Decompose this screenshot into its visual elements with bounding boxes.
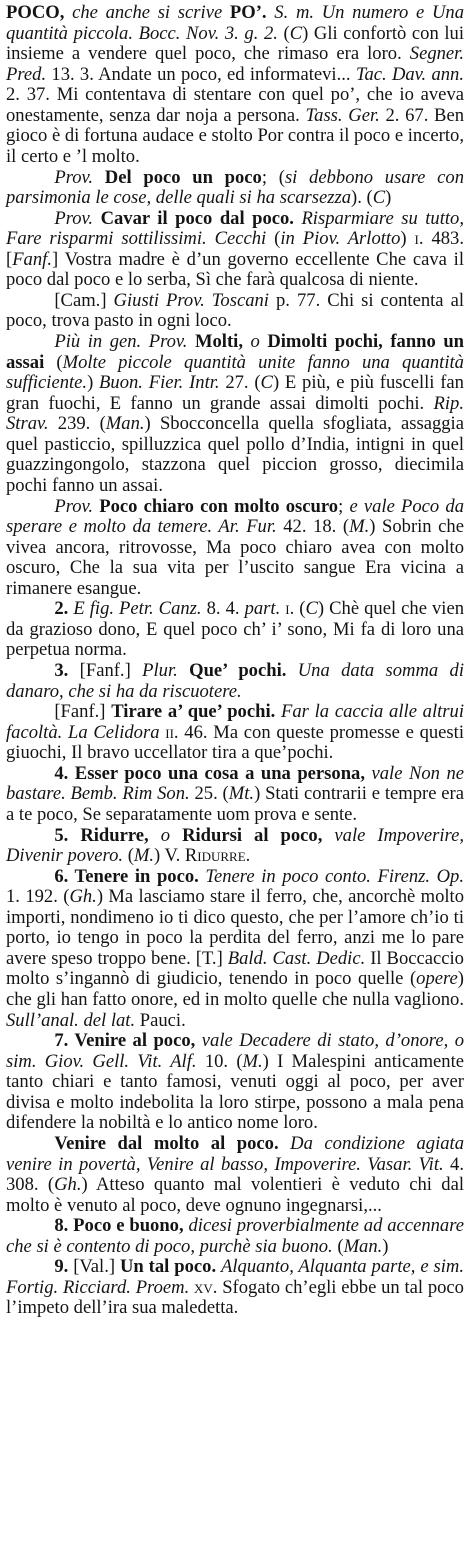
text-run: Molti,	[194, 331, 251, 352]
text-run: PO’.	[229, 2, 275, 23]
text-run: Alquanto, Alquanta parte, e sim. Fortig. Ricciard. Proem.	[6, 1256, 464, 1298]
text-run: (	[127, 845, 134, 867]
text-run: C	[260, 372, 273, 394]
entry-paragraph	[6, 1257, 464, 1319]
text-run: ] Vostra madre è d’un governo eccellente Che cava il poco dal poco e lo serba, Sì che farà qualcosa di niente.	[6, 248, 464, 291]
entry-paragraph	[6, 1216, 464, 1257]
text-run: 7. Venire al poco,	[54, 1030, 202, 1052]
text-run: ) Gli confortò con lui insieme a vendere quel poco, che rimaso era loro.	[6, 22, 464, 65]
text-run: i	[414, 228, 419, 250]
text-run: Mt.	[228, 783, 255, 805]
text-run: 9.	[54, 1256, 74, 1278]
entry-paragraph	[6, 332, 464, 497]
text-run: ) Ma lasciamo stare il ferro, che, ancorchè molto importi, nondimeno io ti dico questo, che per l’amore ch’io ti porto, io tengo in poco la perdita del ferro, anzi me lo pare avere speso troppo bene. [T.]	[6, 886, 465, 969]
text-run: Dimolti pochi, fanno un assai	[6, 331, 464, 373]
text-run: )	[400, 228, 415, 250]
text-run: Gh.	[69, 886, 97, 908]
entry-paragraph	[6, 826, 464, 867]
text-run: . Sfogato ch’egli ebbe un tal poco l’impeto dell’ira sua maledetta.	[6, 1276, 464, 1319]
text-run: 6. Tenere in poco.	[54, 865, 206, 887]
text-run: opere	[416, 968, 458, 990]
text-run: Un tal poco.	[119, 1256, 222, 1278]
text-run: 42. 18. (	[283, 516, 350, 538]
text-run: ) Atteso quanto mal volentieri è veduto chi dal molto è venuto al poco, deve ognuno ingegnarsi,...	[6, 1174, 464, 1216]
text-run: S. m. Un numero e Una quantità piccola. Bocc. Nov. 3. g. 2.	[6, 2, 464, 44]
text-run: (	[283, 22, 290, 44]
entry-paragraph	[6, 764, 464, 826]
text-run: ) Stati contrarii e tempre era a te poco, Se separatamente uom prova e sente.	[6, 783, 464, 825]
text-run: 27. (	[225, 372, 261, 394]
text-run: Sull’anal. del lat.	[6, 1009, 140, 1031]
text-run: Rip. Strav.	[6, 392, 464, 435]
text-run: ) I Malespini anticamente tanto chiari e tanto famosi, venuti oggi al poco, per aver divisa e molto indebolita la loro stirpe, possono a mala pena difendere la nobiltà e lo antico nome loro.	[6, 1050, 464, 1134]
text-run: . (	[289, 598, 306, 620]
text-run: Segner. Pred.	[6, 43, 464, 85]
text-run: Tass. Ger.	[305, 104, 386, 126]
text-run: E fig. Petr. Canz.	[73, 598, 207, 620]
text-run: Cavar il poco dal poco.	[100, 207, 302, 229]
text-run: 3.	[54, 660, 80, 681]
entry-paragraph	[6, 168, 464, 209]
text-run: Del poco un poco	[104, 166, 262, 188]
text-run: C	[305, 598, 318, 620]
text-run: Bald. Cast. Dedic.	[227, 947, 371, 969]
text-run: [Fanf.]	[54, 701, 112, 723]
text-run: Tirare a’ que’ pochi.	[111, 701, 281, 723]
text-run: M.	[133, 845, 155, 867]
text-run: 2. 37. Mi contentava di stentare con quel po’, che io aveva onestamente, senza dar noja a persona.	[6, 84, 464, 126]
text-run: ). (	[351, 187, 373, 209]
text-run: Man.	[105, 413, 145, 435]
text-run: 25. (	[194, 783, 229, 805]
entry-paragraph	[6, 209, 464, 291]
text-run: o	[160, 824, 183, 846]
text-run: [Val.]	[73, 1256, 120, 1278]
text-run: vale Impoverire, Divenir povero.	[6, 824, 464, 867]
text-run: Fanf.	[12, 248, 52, 270]
text-run: ) E più, e più fuscelli fan gran fuochi, E fanno un grande assai dimolti pochi.	[6, 372, 464, 414]
text-run: 8. Poco e buono,	[54, 1215, 189, 1237]
text-run: M.	[242, 1050, 263, 1072]
text-run: Prov.	[54, 495, 100, 517]
text-run: si debbono usare con parsimonia le cose, delle quali si ha scarsezza	[6, 166, 464, 209]
text-run: Que’ pochi.	[189, 660, 298, 681]
text-run: Plur.	[142, 660, 190, 681]
text-run: Più in gen. Prov.	[54, 331, 195, 352]
text-run: 239. (	[57, 413, 106, 435]
text-run: . 483. [	[6, 228, 465, 270]
text-run: (	[274, 228, 281, 250]
text-run: C	[372, 187, 386, 209]
text-run: ;	[338, 495, 350, 517]
entry-paragraph	[6, 497, 464, 600]
text-run: part.	[244, 598, 286, 620]
text-run: )	[385, 187, 392, 209]
text-run: Molte piccole quantità unite fanno una quantità sufficiente.	[6, 351, 464, 394]
entry-paragraph	[6, 1031, 464, 1134]
text-run: . 46. Ma con queste promesse e questi giuochi, Il bravo uccellator tira a que’pochi.	[6, 721, 464, 764]
entry-paragraph	[6, 1134, 464, 1216]
text-run: ) V.	[154, 845, 185, 867]
text-run: [Fanf.]	[79, 660, 143, 681]
text-run: 4. 308. (	[6, 1153, 464, 1196]
text-run: Il Boccaccio molto s’ingannò di giudicio, tenendo in poco quelle (	[6, 947, 464, 990]
text-run: Giusti Prov. Toscani	[113, 289, 276, 311]
text-run: 1. 192. (	[6, 886, 70, 908]
text-run: Prov.	[54, 207, 101, 229]
text-run: che anche si scrive	[72, 2, 230, 23]
text-run: 4. Esser poco una cosa a una persona,	[54, 762, 372, 784]
text-run: dicesi proverbialmente ad accennare che si è contento di poco, purchè sia buono.	[6, 1215, 465, 1257]
text-run: 10. (	[204, 1050, 243, 1072]
text-run: POCO,	[6, 2, 73, 23]
text-run: Pauci.	[139, 1009, 186, 1031]
entry-paragraph	[6, 291, 464, 332]
entry-paragraph	[6, 702, 464, 764]
text-run: Ridurre	[184, 845, 246, 867]
text-run: [Cam.]	[54, 289, 114, 311]
text-run: i	[285, 598, 290, 620]
text-run: M.	[349, 516, 370, 538]
text-run: Man.	[343, 1235, 383, 1257]
text-run: vale Decadere di stato, d’onore, o sim. Giov. Gell. Vit. Alf.	[6, 1030, 465, 1072]
text-run: xv	[194, 1276, 213, 1298]
text-run: ii	[165, 721, 174, 743]
text-run: Da condizione agiata venire in povertà, Venire al basso, Impoverire. Vasar. Vit.	[6, 1132, 464, 1175]
text-run: .	[245, 845, 251, 867]
text-run: Venire dal molto al poco.	[54, 1132, 291, 1154]
text-run: (	[56, 351, 63, 373]
text-run: (	[337, 1235, 344, 1257]
text-run: C	[289, 22, 303, 44]
text-run: Ridursi al poco,	[182, 824, 335, 846]
text-run: )	[382, 1235, 389, 1257]
text-run: Tac. Dav. ann.	[355, 63, 465, 85]
text-run: Risparmiare su tutto, Fare risparmi sottilissimi. Cecchi	[6, 207, 464, 250]
text-run: Far la caccia alle altrui facoltà. La Celidora	[6, 701, 465, 743]
text-run: ) Sobrin che vivea ancora, ritrovosse, Ma poco chiaro avea con molto oscuro, Che la sua vita per l’uscito sangue Era vicina a rimanere esangue.	[6, 516, 464, 599]
text-run: 2.	[54, 598, 74, 620]
text-run: )	[87, 372, 100, 394]
text-run: 8. 4.	[206, 598, 245, 620]
text-run: vale Non ne bastare. Bemb. Rim Son.	[6, 762, 465, 805]
text-run: in Piov. Arlotto	[280, 228, 401, 250]
text-run: Buon. Fier. Intr.	[99, 372, 226, 394]
text-run: ) Sbocconcella quella sfogliata, assaggia quel pasticcio, spilluzzica quel pollo d’India, intigni in quel guazzingongolo, stazzona quel piccion grosso, diecimila pochi fanno un assai.	[6, 413, 464, 496]
text-run: p. 77. Chi si contenta al poco, trova pasto in ogni loco.	[6, 289, 464, 332]
text-run: ) che gli han fatto onore, ed in molto quelle che nulla vagliono.	[6, 968, 464, 1010]
text-run: ) Chè quel che vien da grazioso dono, E quel poco ch’ i’ sono, Mi fa di loro una perpetua norma.	[6, 598, 464, 661]
entry-paragraph	[6, 867, 464, 1032]
text-run: 5. Ridurre,	[54, 824, 161, 846]
text-run: Tenere in poco conto. Firenz. Op.	[205, 865, 464, 887]
text-run: 2. 67. Ben gioco è di fortuna audace e stolto Por contra il poco e incerto, il certo e ’l molto.	[6, 104, 464, 167]
text-run: o	[250, 331, 268, 352]
text-run: Prov.	[54, 166, 105, 188]
entry-headword-paragraph	[6, 3, 464, 168]
entry-paragraph	[6, 599, 464, 661]
entry-paragraph	[6, 661, 464, 702]
text-run: e vale Poco da sperare e molto da temere. Ar. Fur.	[6, 495, 464, 538]
text-run: Gh.	[54, 1174, 82, 1196]
text-run: ; (	[261, 166, 285, 188]
text-run: 13. 3. Andate un poco, ed informatevi...	[51, 63, 356, 85]
text-run: Poco chiaro con molto oscuro	[99, 495, 339, 517]
text-run: Una data somma di danaro, che si ha da riscuotere.	[6, 660, 465, 702]
